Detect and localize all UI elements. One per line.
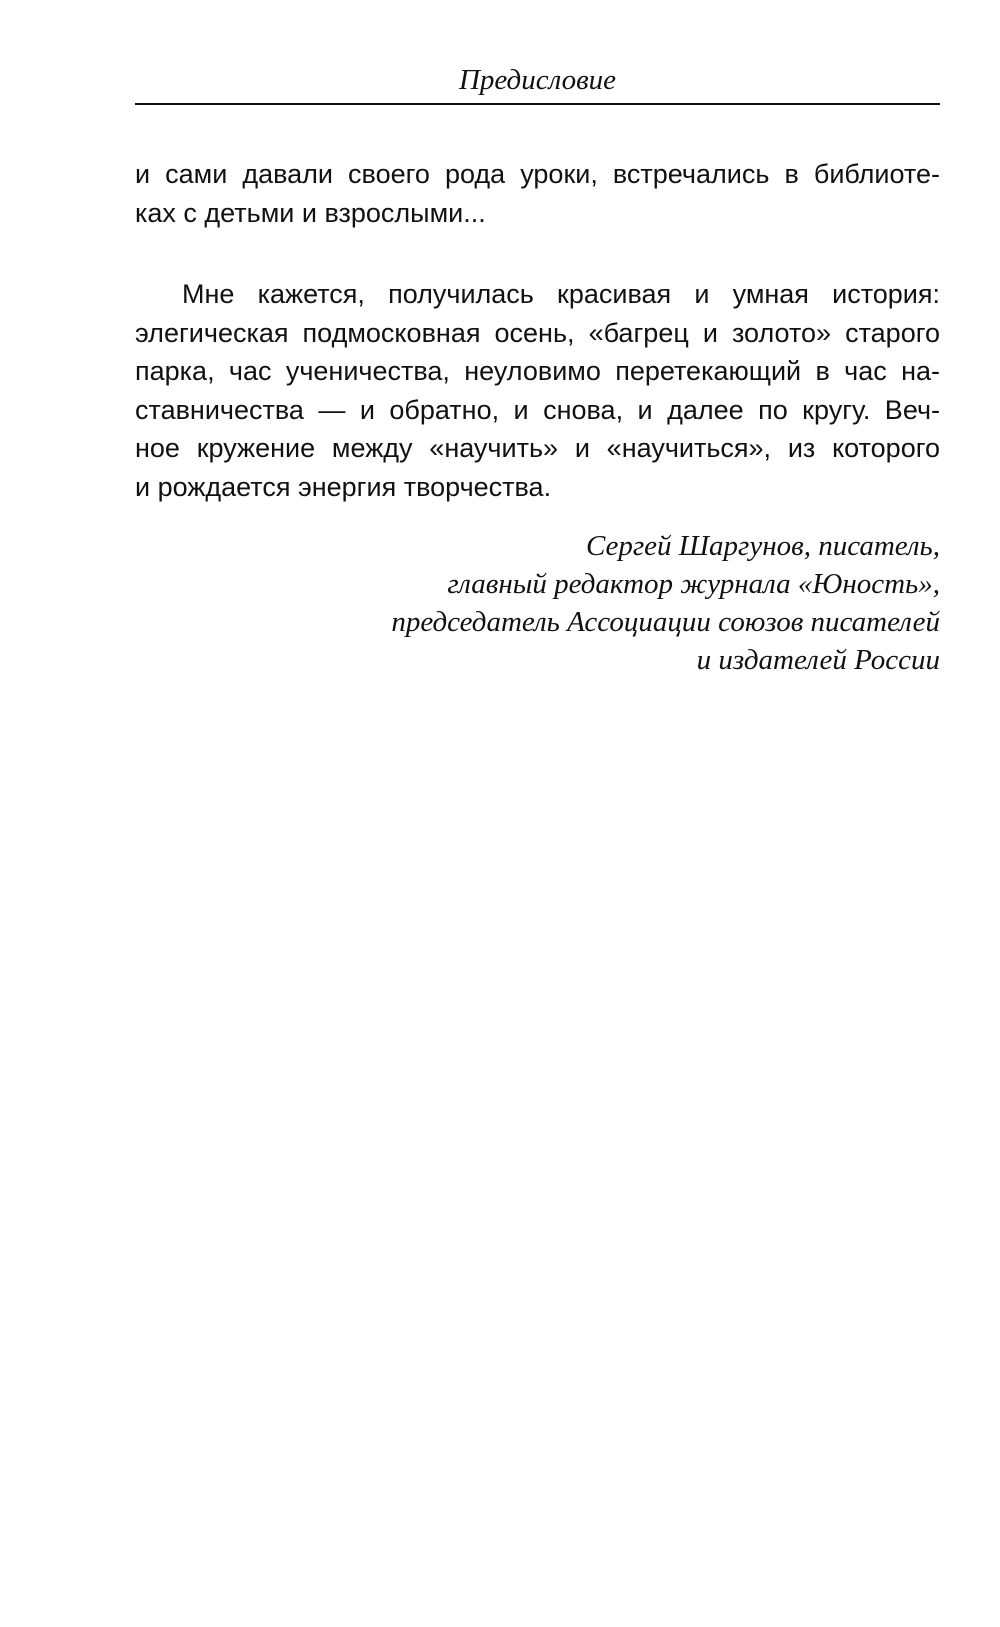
signature-line: Сергей Шаргунов, писатель, <box>585 530 940 562</box>
running-head-title: Предисловие <box>458 64 617 96</box>
text-line: ное кружение между «научить» и «научиться», из которого <box>135 433 940 463</box>
signature-line: председатель Ассоциации союзов писателей <box>391 606 940 638</box>
signature-line: и издателей России <box>696 644 940 676</box>
text-line: ках с детьми и взрослыми... <box>135 197 486 228</box>
paragraph-continuation <box>135 155 940 232</box>
signature-line: главный редактор журнала «Юность», <box>447 568 940 600</box>
text-line: элегическая подмосковная осень, «багрец и золото» старого <box>135 317 940 348</box>
author-signature <box>135 527 940 679</box>
text-line: и сами давали своего рода уроки, встречались в библиоте- <box>135 159 940 189</box>
text-line: Мне кажется, получилась красивая и умная история: <box>182 279 940 309</box>
text-line: парка, час ученичества, неуловимо перетекающий в час на- <box>135 356 940 386</box>
header-rule <box>135 103 940 105</box>
text-line: ставничества — и обратно, и снова, и далее по кругу. Веч- <box>135 394 940 425</box>
text-line: и рождается энергия творчества. <box>135 471 552 502</box>
paragraph-main <box>135 275 940 506</box>
